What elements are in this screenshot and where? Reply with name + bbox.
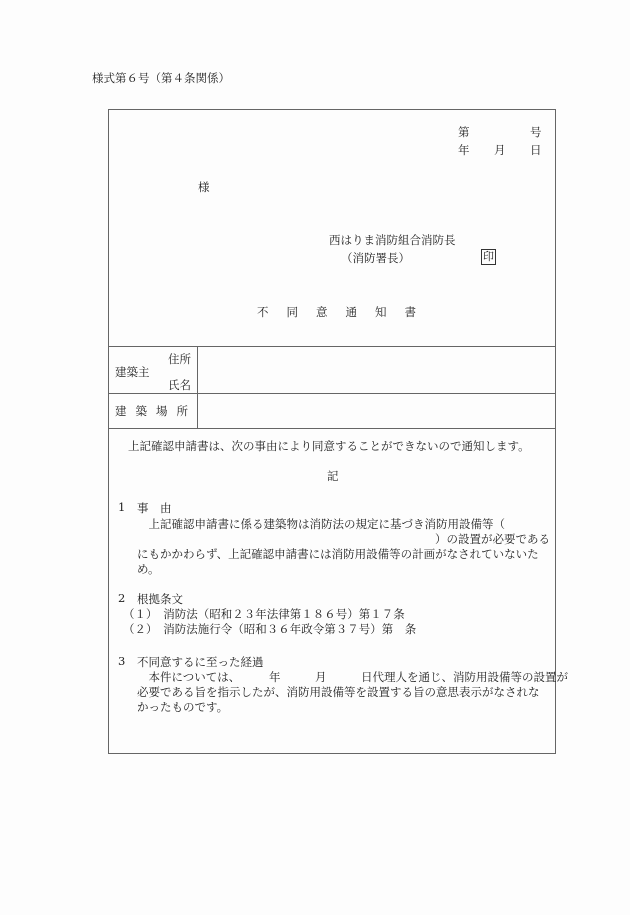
issuer-title: （消防署長）	[341, 251, 410, 265]
date-month: 月	[494, 143, 506, 157]
builder-label: 建築主	[115, 365, 150, 379]
issuer-name: 西はりま消防組合消防長	[329, 233, 456, 247]
section-2-number: 2	[118, 591, 126, 605]
divider	[109, 393, 555, 394]
section-1-line: め。	[137, 562, 160, 576]
site-field[interactable]	[199, 395, 555, 427]
address-label: 住所	[168, 352, 191, 366]
section-3-line: かったものです。	[137, 700, 229, 714]
section-1-line: にもかかわらず、上記確認申請書には消防用設備等の計画がなされていないた	[137, 547, 539, 561]
document-title: 不 同 意 通 知 書	[257, 305, 416, 319]
name-field[interactable]	[199, 371, 555, 392]
ki-heading: 記	[327, 469, 339, 483]
section-3-line: 本件については、 年 月 日代理人を通じ、消防用設備等の設置が	[137, 670, 569, 684]
section-1-line: 上記確認申請書に係る建築物は消防法の規定に基づき消防用設備等（	[137, 517, 505, 531]
section-3-number: 3	[118, 654, 126, 668]
divider	[109, 346, 555, 347]
section-1-line: ）の設置が必要である	[435, 532, 550, 546]
section-3-heading: 不同意するに至った経過	[137, 655, 264, 669]
section-3-line: 必要である旨を指示したが、消防用設備等を設置する旨の意思表示がなされな	[137, 685, 540, 699]
divider	[197, 346, 198, 428]
address-field[interactable]	[199, 348, 555, 370]
section-2-line: （２） 消防法施行令（昭和３６年政令第３７号）第 条	[123, 622, 417, 636]
site-label: 建 築 場 所	[115, 404, 188, 418]
section-1-number: 1	[118, 500, 126, 514]
addressee-suffix: 様	[198, 180, 210, 194]
form-id: 様式第６号（第４条関係）	[92, 71, 230, 85]
name-label: 氏名	[168, 378, 191, 392]
section-1-heading: 事 由	[137, 501, 172, 515]
number-prefix: 第	[458, 125, 470, 139]
section-2-line: （１） 消防法（昭和２３年法律第１８６号）第１７条	[123, 607, 405, 621]
intro-text: 上記確認申請書は、次の事由により同意することができないので通知します。	[128, 439, 530, 453]
date-year: 年	[458, 143, 470, 157]
date-day: 日	[530, 143, 542, 157]
number-suffix: 号	[530, 125, 542, 139]
section-2-heading: 根拠条文	[137, 592, 183, 606]
seal-mark: 印	[483, 250, 494, 263]
divider	[109, 428, 555, 429]
notice-form	[108, 109, 569, 754]
